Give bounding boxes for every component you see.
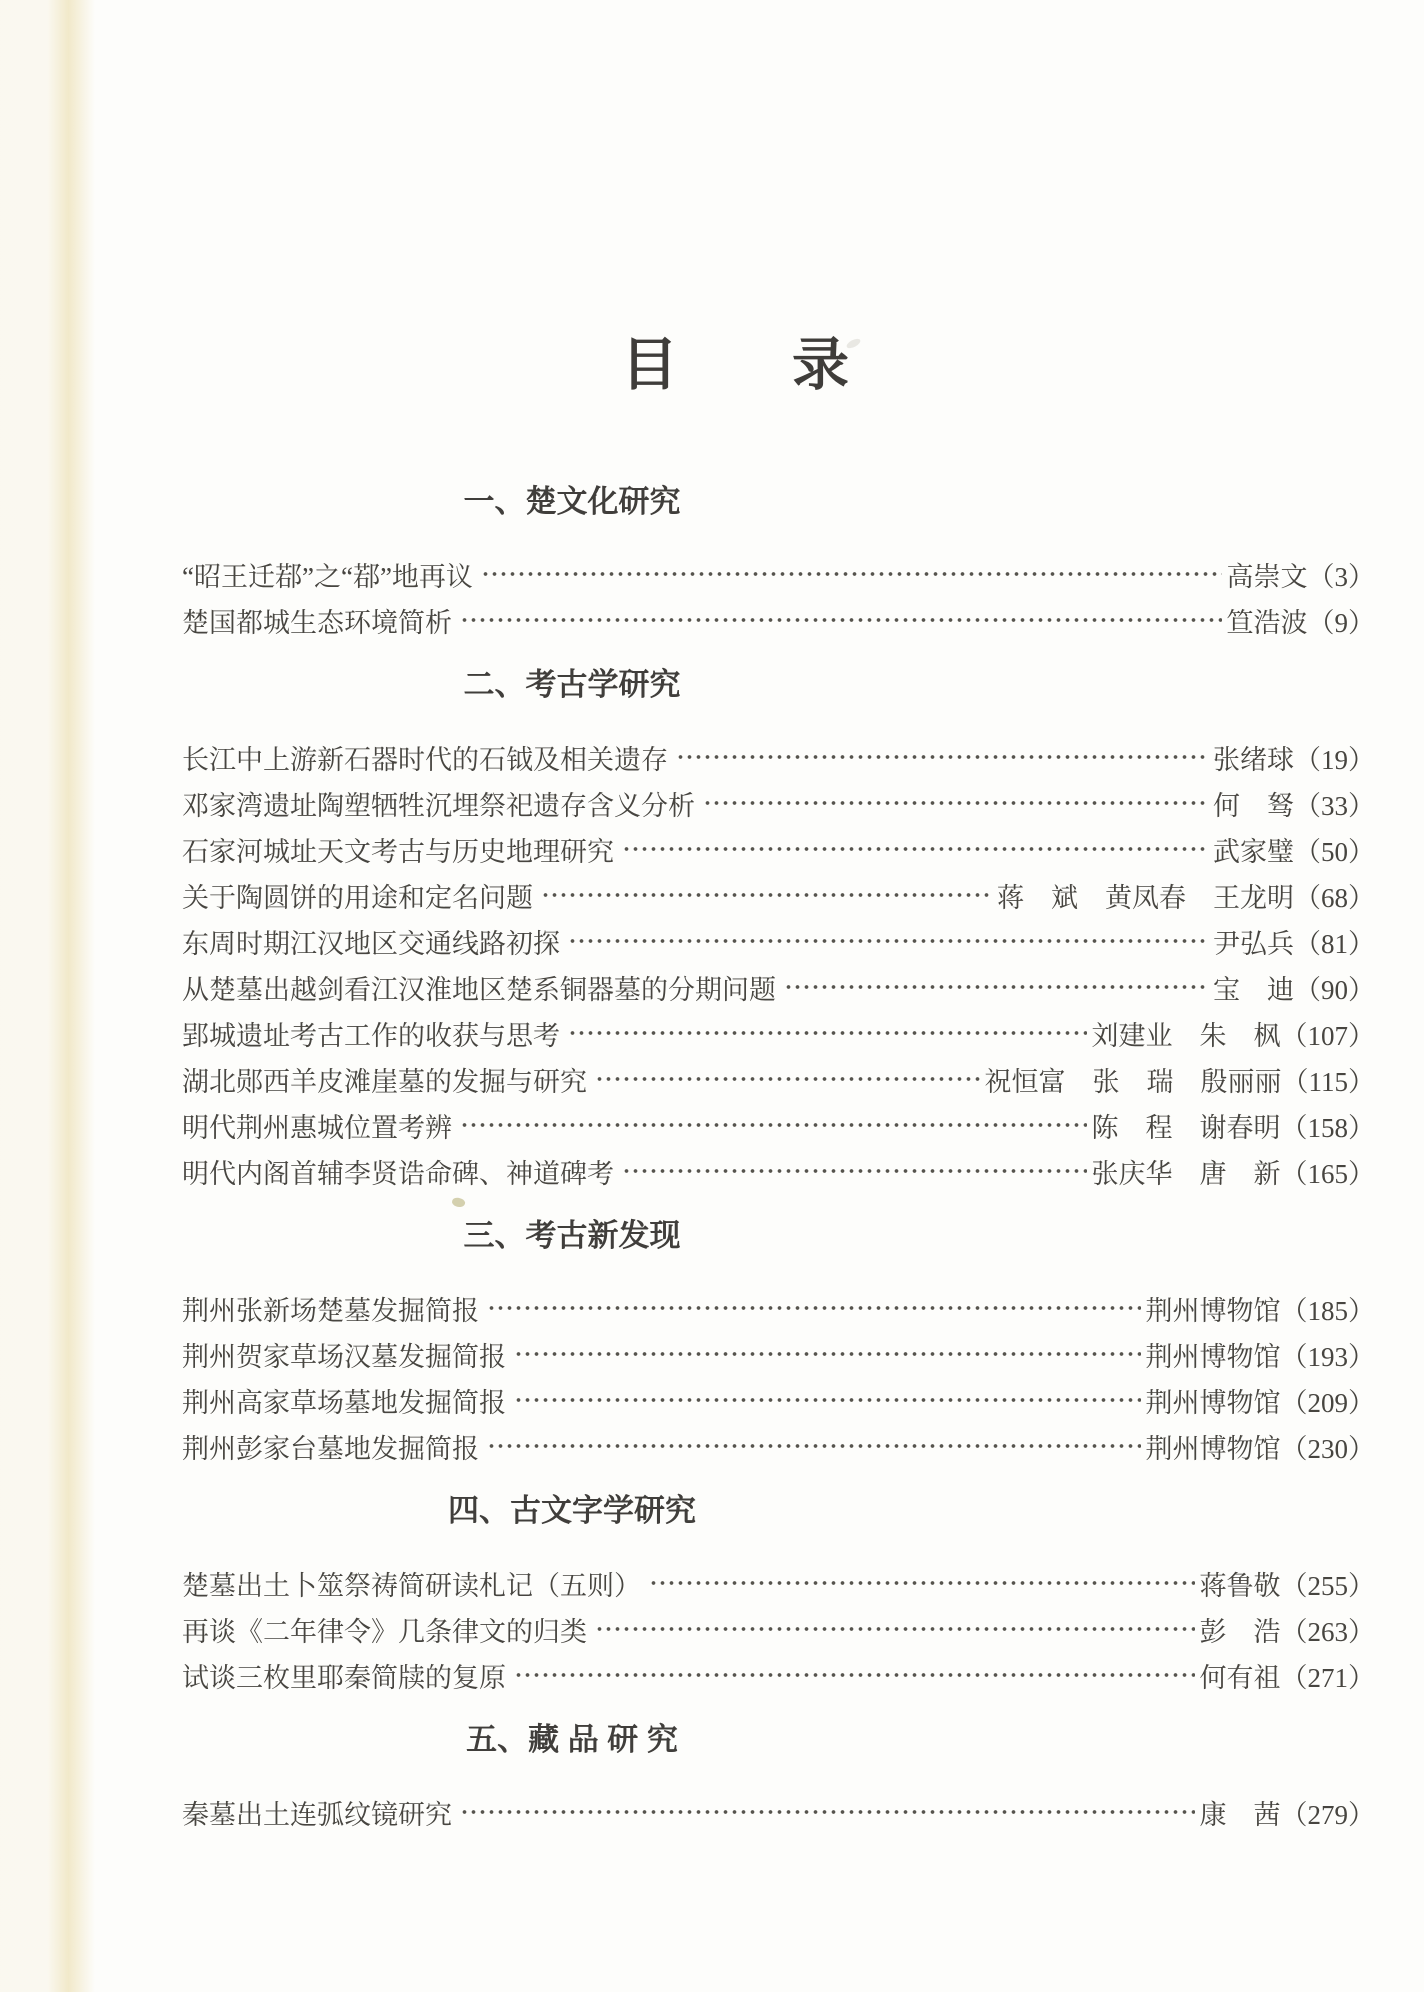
entry-title: “昭王迁鄀”之“鄀”地再议	[182, 561, 473, 592]
toc-entry	[182, 780, 1375, 826]
entry-page-number: （158）	[1280, 1112, 1375, 1143]
entry-page-number: （68）	[1294, 882, 1375, 913]
entry-page-number: （209）	[1280, 1387, 1375, 1418]
entry-authors: 荆州博物馆	[1145, 1433, 1281, 1464]
entry-author-page	[1146, 1381, 1376, 1420]
section-entries	[182, 1285, 1375, 1469]
dotted-leader	[649, 1560, 1195, 1606]
dotted-leader	[487, 1423, 1141, 1469]
toc-entry	[182, 1377, 1375, 1423]
toc-entry	[182, 1148, 1375, 1194]
entry-title: 石家河城址天文考古与历史地理研究	[182, 836, 614, 867]
entry-page-number: （33）	[1294, 790, 1375, 821]
section-heading: 三、考古新发现	[463, 1218, 681, 1253]
toc-sections	[182, 485, 1375, 1835]
entry-author-page	[1227, 601, 1376, 640]
dotted-leader	[514, 1652, 1195, 1698]
toc-entry	[182, 1102, 1375, 1148]
entry-title: 郢城遗址考古工作的收获与思考	[182, 1020, 560, 1051]
entry-author-page	[1146, 1427, 1376, 1466]
toc-entry	[182, 826, 1375, 872]
entry-page-number: （230）	[1280, 1433, 1375, 1464]
entry-page-number: （165）	[1280, 1158, 1375, 1189]
page-left-edge-shadow	[0, 0, 95, 1992]
dotted-leader	[568, 918, 1208, 964]
entry-title: 秦墓出土连弧纹镜研究	[182, 1799, 452, 1830]
toc-entry	[182, 1331, 1375, 1377]
entry-authors: 彭 浩	[1199, 1616, 1281, 1647]
dotted-leader	[703, 780, 1208, 826]
toc-entry	[182, 872, 1375, 918]
entry-page-number: （271）	[1280, 1662, 1375, 1693]
toc-entry	[182, 1423, 1375, 1469]
entry-page-number: （193）	[1280, 1341, 1375, 1372]
entry-page-number: （90）	[1294, 974, 1375, 1005]
entry-title: 明代荆州惠城位置考辨	[182, 1112, 452, 1143]
entry-page-number: （9）	[1307, 607, 1375, 638]
toc-entry	[182, 1652, 1375, 1698]
entry-author-page	[1200, 1656, 1376, 1695]
toc-entry	[182, 1056, 1375, 1102]
entry-author-page	[997, 876, 1375, 915]
entry-authors: 蒋 斌 黄凤春 王龙明	[997, 882, 1294, 913]
dotted-leader	[622, 1148, 1087, 1194]
entry-title: 明代内阁首辅李贤诰命碑、神道碑考	[182, 1158, 614, 1189]
entry-title: 东周时期江汉地区交通线路初探	[182, 928, 560, 959]
entry-title: 楚国都城生态环境简析	[182, 607, 452, 638]
toc-entry	[182, 734, 1375, 780]
dotted-leader	[676, 734, 1208, 780]
entry-author-page	[1200, 1610, 1376, 1649]
section-heading: 五、藏 品 研 究	[466, 1722, 678, 1757]
entry-authors: 张庆华 唐 新	[1091, 1158, 1281, 1189]
toc-entry	[182, 597, 1375, 643]
entry-title: 楚墓出土卜筮祭祷简研读札记（五则）	[182, 1570, 641, 1601]
entry-author-page	[985, 1060, 1376, 1099]
entry-authors: 陈 程 谢春明	[1091, 1112, 1281, 1143]
entry-author-page	[1092, 1014, 1376, 1053]
entry-author-page	[1227, 555, 1376, 594]
entry-page-number: （19）	[1294, 744, 1375, 775]
dotted-leader	[460, 1102, 1087, 1148]
page-title: 目 录	[621, 334, 849, 397]
section-heading: 一、楚文化研究	[463, 484, 681, 519]
dotted-leader	[514, 1377, 1141, 1423]
section-entries	[182, 1789, 1375, 1835]
entry-page-number: （263）	[1280, 1616, 1375, 1647]
entry-title: 荆州彭家台墓地发掘简报	[182, 1433, 479, 1464]
entry-authors: 何 驽	[1213, 790, 1294, 821]
entry-author-page	[1213, 784, 1375, 823]
section-heading: 二、考古学研究	[463, 667, 681, 702]
entry-authors: 蒋鲁敬	[1199, 1570, 1281, 1601]
entry-author-page	[1213, 830, 1375, 869]
entry-page-number: （50）	[1294, 836, 1375, 867]
entry-title: 荆州高家草场墓地发掘简报	[182, 1387, 506, 1418]
entry-authors: 康 茜	[1199, 1799, 1281, 1830]
entry-title: 邓家湾遗址陶塑牺牲沉埋祭祀遗存含义分析	[182, 790, 695, 821]
entry-title: 荆州贺家草场汉墓发掘简报	[182, 1341, 506, 1372]
toc-entry	[182, 1285, 1375, 1331]
section-entries	[182, 1560, 1375, 1698]
toc-entry	[182, 1789, 1375, 1835]
entry-author-page	[1213, 738, 1375, 777]
entry-authors: 宝 迪	[1213, 974, 1294, 1005]
toc-entry	[182, 964, 1375, 1010]
entry-author-page	[1213, 968, 1375, 1007]
entry-authors: 高崇文	[1226, 561, 1308, 592]
entry-title: 关于陶圆饼的用途和定名问题	[182, 882, 533, 913]
section-heading: 四、古文字学研究	[448, 1493, 696, 1528]
section-entries	[182, 551, 1375, 643]
dotted-leader	[595, 1606, 1195, 1652]
entry-author-page	[1146, 1289, 1376, 1328]
entry-authors: 尹弘兵	[1213, 928, 1294, 959]
entry-authors: 笪浩波	[1226, 607, 1308, 638]
section-entries	[182, 734, 1375, 1194]
entry-author-page	[1146, 1335, 1376, 1374]
entry-page-number: （115）	[1281, 1066, 1375, 1097]
entry-authors: 荆州博物馆	[1145, 1295, 1281, 1326]
entry-page-number: （279）	[1280, 1799, 1375, 1830]
entry-title: 长江中上游新石器时代的石钺及相关遗存	[182, 744, 668, 775]
entry-title: 荆州张新场楚墓发掘简报	[182, 1295, 479, 1326]
entry-title: 再谈《二年律令》几条律文的归类	[182, 1616, 587, 1647]
toc-entry	[182, 1010, 1375, 1056]
dotted-leader	[481, 551, 1222, 597]
entry-authors: 荆州博物馆	[1145, 1341, 1281, 1372]
toc-entry	[182, 918, 1375, 964]
entry-title: 试谈三枚里耶秦简牍的复原	[182, 1662, 506, 1693]
toc-content	[182, 334, 1375, 1835]
entry-authors: 荆州博物馆	[1145, 1387, 1281, 1418]
entry-author-page	[1200, 1793, 1376, 1832]
dotted-leader	[487, 1285, 1141, 1331]
dotted-leader	[460, 597, 1222, 643]
entry-author-page	[1200, 1564, 1376, 1603]
dotted-leader	[541, 872, 992, 918]
dotted-leader	[514, 1331, 1141, 1377]
toc-entry	[182, 1606, 1375, 1652]
entry-author-page	[1092, 1152, 1376, 1191]
dotted-leader	[460, 1789, 1195, 1835]
entry-page-number: （185）	[1280, 1295, 1375, 1326]
entry-authors: 何有祖	[1199, 1662, 1281, 1693]
entry-authors: 武家璧	[1213, 836, 1294, 867]
entry-authors: 祝恒富 张 瑞 殷丽丽	[984, 1066, 1282, 1097]
entry-title: 从楚墓出越剑看江汉淮地区楚系铜器墓的分期问题	[182, 974, 776, 1005]
dotted-leader	[595, 1056, 980, 1102]
entry-authors: 张绪球	[1213, 744, 1294, 775]
entry-page-number: （81）	[1294, 928, 1375, 959]
dotted-leader	[784, 964, 1208, 1010]
entry-title: 湖北郧西羊皮滩崖墓的发掘与研究	[182, 1066, 587, 1097]
dotted-leader	[622, 826, 1208, 872]
entry-page-number: （107）	[1280, 1020, 1375, 1051]
entry-page-number: （255）	[1280, 1570, 1375, 1601]
entry-author-page	[1213, 922, 1375, 961]
entry-author-page	[1092, 1106, 1376, 1145]
entry-authors: 刘建业 朱 枫	[1091, 1020, 1281, 1051]
toc-entry	[182, 1560, 1375, 1606]
dotted-leader	[568, 1010, 1087, 1056]
toc-entry	[182, 551, 1375, 597]
entry-page-number: （3）	[1307, 561, 1375, 592]
